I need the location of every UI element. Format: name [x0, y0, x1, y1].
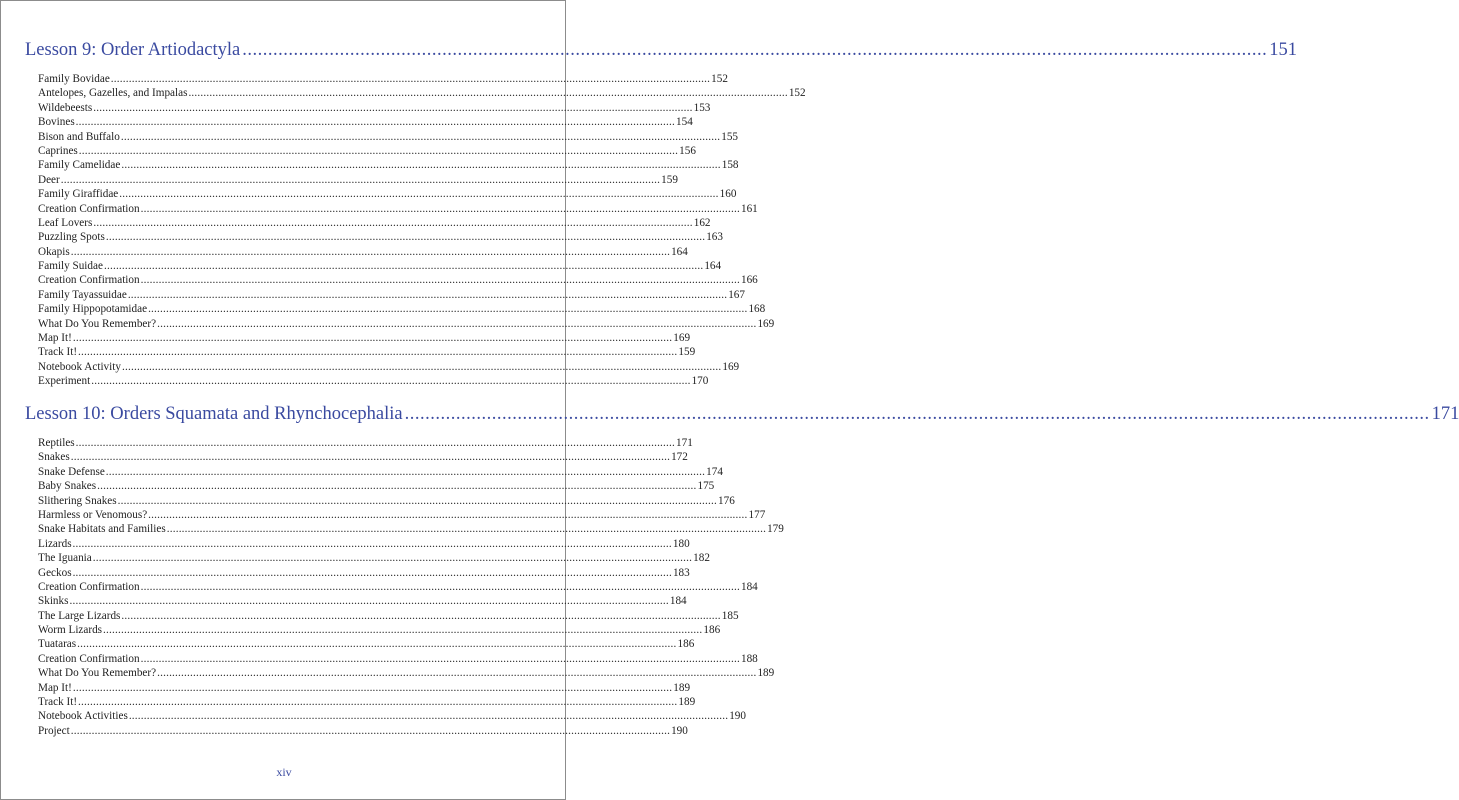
dot-leader: ........................................................................................................................................................................................................	[127, 288, 728, 301]
toc-entry[interactable]	[38, 317, 775, 331]
entry-page-number: 154	[676, 116, 693, 129]
entry-page-number: 190	[729, 710, 746, 723]
entry-page-number: 169	[757, 317, 775, 330]
toc-entry[interactable]	[38, 450, 688, 464]
dot-leader: ........................................................................................................................................................................................................	[70, 451, 671, 464]
toc-entry[interactable]	[38, 537, 690, 551]
toc-entry[interactable]	[38, 360, 740, 374]
entry-page-number: 189	[757, 667, 775, 680]
toc-entry[interactable]	[38, 508, 766, 522]
entry-title: Worm Lizards	[38, 624, 103, 637]
lesson-9-entries	[38, 72, 806, 389]
toc-entry[interactable]	[38, 216, 711, 230]
toc-entry[interactable]	[38, 288, 745, 302]
toc-entry[interactable]	[38, 522, 784, 536]
dot-leader: ........................................................................................................................................................................................................	[148, 303, 748, 316]
entry-page-number: 153	[693, 101, 711, 114]
lesson-title: Lesson 9: Order Artiodactyla	[25, 40, 241, 60]
entry-title: What Do You Remember?	[38, 317, 157, 330]
toc-entry[interactable]	[38, 494, 735, 508]
toc-entry[interactable]	[38, 158, 739, 172]
dot-leader: ........................................................................................................................................................................................................	[120, 130, 721, 143]
dot-leader: ........................................................................................................................................................................................................	[140, 202, 740, 215]
entry-page-number: 177	[748, 508, 766, 521]
entry-title: Family Giraffidae	[38, 188, 119, 201]
dot-leader: ........................................................................................................................................................................................................	[103, 260, 704, 273]
entry-page-number: 184	[669, 595, 687, 608]
lesson-10-entries	[38, 436, 784, 738]
entry-title: Family Suidae	[38, 260, 103, 273]
toc-entry[interactable]	[38, 115, 693, 129]
dot-leader: ........................................................................................................................................................................................................	[121, 360, 722, 373]
entry-title: Okapis	[38, 245, 70, 258]
dot-leader: ........................................................................................................................................................................................................	[75, 437, 676, 449]
entry-title: Caprines	[38, 144, 78, 157]
toc-entry[interactable]	[38, 374, 709, 388]
entry-title: Tuataras	[38, 638, 77, 651]
entry-title: Creation Confirmation	[38, 202, 140, 215]
toc-entry[interactable]	[38, 724, 688, 738]
dot-leader: ........................................................................................................................................................................................................	[121, 609, 721, 622]
dot-leader: ........................................................................................................................................................................................................	[72, 681, 673, 694]
entry-page-number: 190	[671, 724, 688, 737]
toc-entry[interactable]	[38, 72, 728, 86]
dot-leader: ........................................................................................................................................................................................................	[93, 101, 693, 114]
entry-title: What Do You Remember?	[38, 667, 157, 680]
entry-title: Antelopes, Gazelles, and Impalas	[38, 87, 188, 100]
dot-leader: ........................................................................................................................................................................................................	[78, 696, 678, 709]
entry-title: Snakes	[38, 451, 70, 464]
dot-leader: ........................................................................................................................................................................................................	[157, 317, 757, 330]
dot-leader: ........................................................................................................................................................................................................	[128, 710, 729, 723]
dot-leader: ........................................................................................................................................................................................................	[148, 508, 748, 521]
toc-entry[interactable]	[38, 245, 688, 259]
entry-title: Lizards	[38, 537, 72, 550]
entry-page-number: 174	[706, 465, 723, 478]
entry-title: Notebook Activity	[38, 360, 121, 373]
toc-entry[interactable]	[38, 345, 696, 359]
entry-title: Creation Confirmation	[38, 274, 140, 287]
entry-page-number: 180	[672, 537, 690, 550]
toc-entry[interactable]	[38, 609, 739, 623]
entry-title: Experiment	[38, 375, 91, 388]
toc-entry[interactable]	[38, 331, 691, 345]
entry-page-number: 182	[693, 552, 710, 565]
entry-page-number: 189	[673, 681, 691, 694]
toc-entry[interactable]	[38, 173, 678, 187]
entry-title: Family Tayassuidae	[38, 288, 127, 301]
dot-leader: ........................................................................................................................................................................................................	[117, 494, 717, 507]
toc-entry[interactable]	[38, 652, 758, 666]
entry-page-number: 167	[728, 288, 745, 301]
toc-entry[interactable]	[38, 580, 758, 594]
lesson-page-number: 151	[1269, 40, 1298, 60]
dot-leader: ........................................................................................................................................................................................................	[404, 404, 1430, 424]
entry-page-number: 152	[788, 87, 806, 100]
entry-title: Family Hippopotamidae	[38, 303, 148, 316]
entry-page-number: 175	[697, 480, 715, 493]
entry-page-number: 169	[673, 332, 691, 345]
entry-page-number: 152	[711, 73, 728, 85]
entry-page-number: 156	[679, 144, 696, 157]
entry-page-number: 161	[740, 202, 758, 215]
entry-page-number: 159	[661, 173, 678, 186]
entry-title: Puzzling Spots	[38, 231, 105, 244]
entry-page-number: 166	[740, 274, 758, 287]
entry-title: The Large Lizards	[38, 609, 121, 622]
entry-title: Baby Snakes	[38, 480, 97, 493]
entry-page-number: 158	[721, 159, 739, 172]
entry-title: Family Bovidae	[38, 73, 110, 85]
toc-entry[interactable]	[38, 637, 695, 651]
dot-leader: ........................................................................................................................................................................................................	[105, 231, 706, 244]
toc-entry[interactable]	[38, 666, 775, 680]
dot-leader: ........................................................................................................................................................................................................	[157, 667, 757, 680]
entry-page-number: 184	[740, 580, 758, 593]
lesson-10-heading[interactable]	[25, 403, 1459, 425]
entry-page-number: 171	[676, 437, 693, 449]
entry-title: Track It!	[38, 696, 78, 709]
entry-title: Reptiles	[38, 437, 75, 449]
toc-entry[interactable]	[38, 230, 723, 244]
entry-title: Bison and Buffalo	[38, 130, 120, 143]
entry-page-number: 179	[767, 523, 784, 536]
entry-title: Slithering Snakes	[38, 494, 117, 507]
entry-page-number: 159	[678, 346, 696, 359]
entry-title: Harmless or Venomous?	[38, 508, 148, 521]
toc-entry[interactable]	[38, 144, 696, 158]
entry-page-number: 183	[672, 566, 690, 579]
dot-leader: ........................................................................................................................................................................................................	[140, 274, 740, 287]
dot-leader: ........................................................................................................................................................................................................	[242, 40, 1268, 60]
toc-entry[interactable]	[38, 566, 690, 580]
entry-title: Wildebeests	[38, 101, 93, 114]
toc-entry[interactable]	[38, 101, 711, 115]
lesson-page-number: 171	[1431, 404, 1459, 424]
entry-page-number: 155	[721, 130, 738, 143]
dot-leader: ........................................................................................................................................................................................................	[166, 523, 767, 536]
toc-entry[interactable]	[38, 202, 758, 216]
toc-entry[interactable]	[38, 479, 715, 493]
entry-page-number: 186	[703, 624, 721, 637]
entry-title: Track It!	[38, 346, 78, 359]
entry-title: Creation Confirmation	[38, 580, 140, 593]
toc-entry[interactable]	[38, 86, 806, 100]
dot-leader: ........................................................................................................................................................................................................	[78, 144, 679, 157]
toc-entry[interactable]	[38, 551, 710, 565]
dot-leader: ........................................................................................................................................................................................................	[97, 480, 697, 493]
entry-title: Map It!	[38, 332, 72, 345]
toc-entry[interactable]	[38, 623, 721, 637]
dot-leader: ........................................................................................................................................................................................................	[91, 375, 691, 388]
entry-page-number: 160	[719, 188, 737, 201]
dot-leader: ........................................................................................................................................................................................................	[110, 73, 711, 85]
dot-leader: ........................................................................................................................................................................................................	[105, 465, 706, 478]
entry-title: Bovines	[38, 116, 75, 129]
entry-title: Leaf Lovers	[38, 216, 93, 229]
toc-entry[interactable]	[38, 436, 693, 450]
entry-title: Family Camelidae	[38, 159, 121, 172]
entry-page-number: 163	[706, 231, 723, 244]
entry-page-number: 188	[740, 652, 758, 665]
dot-leader: ........................................................................................................................................................................................................	[70, 245, 671, 258]
toc-entry[interactable]	[38, 709, 746, 723]
entry-page-number: 169	[722, 360, 740, 373]
dot-leader: ........................................................................................................................................................................................................	[77, 638, 677, 651]
dot-leader: ........................................................................................................................................................................................................	[93, 216, 693, 229]
dot-leader: ........................................................................................................................................................................................................	[103, 624, 703, 637]
entry-title: Deer	[38, 173, 60, 186]
dot-leader: ........................................................................................................................................................................................................	[92, 552, 693, 565]
page-number-footer: xiv	[276, 765, 292, 779]
toc-entry[interactable]	[38, 695, 696, 709]
dot-leader: ........................................................................................................................................................................................................	[72, 566, 672, 579]
dot-leader: ........................................................................................................................................................................................................	[72, 332, 673, 345]
dot-leader: ........................................................................................................................................................................................................	[140, 652, 740, 665]
entry-title: Snake Defense	[38, 465, 105, 478]
entry-page-number: 164	[704, 260, 722, 273]
dot-leader: ........................................................................................................................................................................................................	[119, 188, 719, 201]
dot-leader: ........................................................................................................................................................................................................	[69, 595, 669, 608]
lesson-title: Lesson 10: Orders Squamata and Rhynchocephalia	[25, 404, 403, 424]
dot-leader: ........................................................................................................................................................................................................	[121, 159, 721, 172]
entry-page-number: 172	[671, 451, 688, 464]
entry-page-number: 185	[721, 609, 739, 622]
dot-leader: ........................................................................................................................................................................................................	[188, 87, 788, 100]
entry-title: Snake Habitats and Families	[38, 523, 166, 536]
toc-entry[interactable]	[38, 130, 738, 144]
entry-page-number: 162	[693, 216, 711, 229]
toc-entry[interactable]	[38, 594, 687, 608]
dot-leader: ........................................................................................................................................................................................................	[140, 580, 740, 593]
entry-page-number: 170	[691, 375, 709, 388]
entry-page-number: 176	[718, 494, 735, 507]
toc-entry[interactable]	[38, 302, 766, 316]
entry-title: Project	[38, 724, 70, 737]
dot-leader: ........................................................................................................................................................................................................	[78, 346, 678, 359]
entry-title: Geckos	[38, 566, 72, 579]
toc-entry[interactable]	[38, 681, 691, 695]
entry-page-number: 168	[748, 303, 766, 316]
lesson-9-heading[interactable]	[25, 39, 1298, 61]
entry-title: The Iguania	[38, 552, 92, 565]
toc-entry[interactable]	[38, 465, 723, 479]
toc-entry[interactable]	[38, 259, 722, 273]
entry-title: Skinks	[38, 595, 69, 608]
entry-title: Notebook Activities	[38, 710, 128, 723]
toc-entry[interactable]	[38, 187, 737, 201]
dot-leader: ........................................................................................................................................................................................................	[72, 537, 672, 550]
entry-page-number: 189	[678, 696, 696, 709]
entry-title: Map It!	[38, 681, 72, 694]
dot-leader: ........................................................................................................................................................................................................	[70, 724, 671, 737]
entry-page-number: 186	[677, 638, 695, 651]
entry-page-number: 164	[671, 245, 688, 258]
dot-leader: ........................................................................................................................................................................................................	[60, 173, 661, 186]
toc-entry[interactable]	[38, 273, 758, 287]
dot-leader: ........................................................................................................................................................................................................	[75, 116, 676, 129]
entry-title: Creation Confirmation	[38, 652, 140, 665]
